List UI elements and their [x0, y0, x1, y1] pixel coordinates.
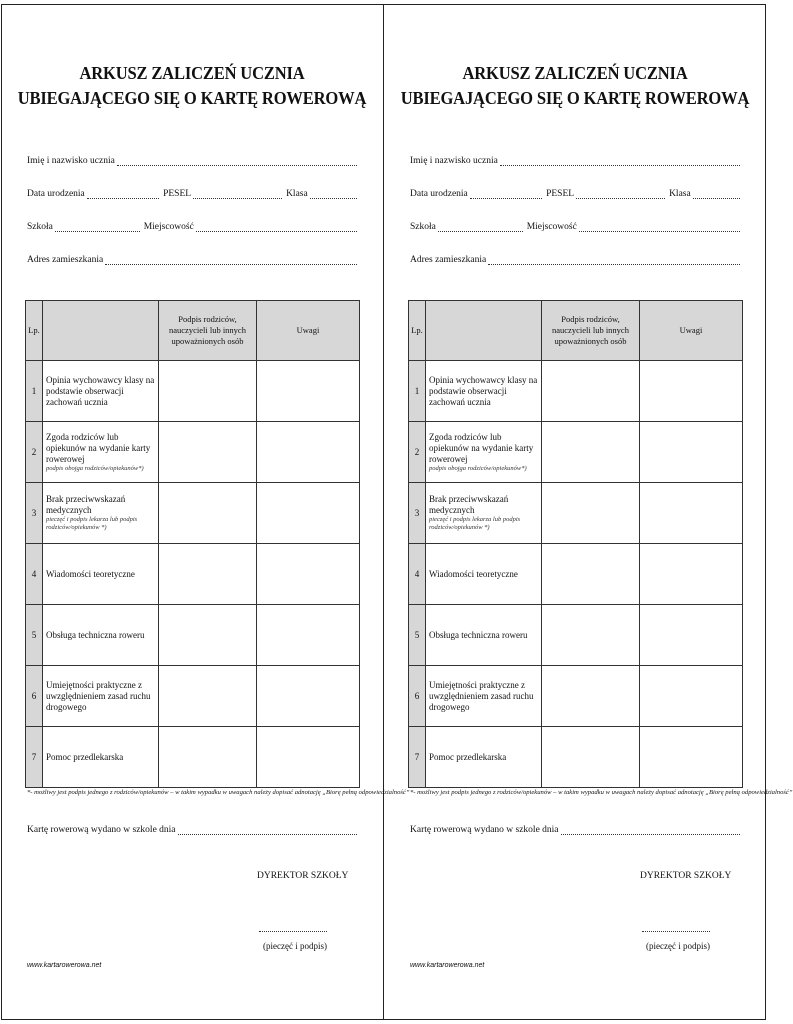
remarks-cell[interactable] [640, 605, 743, 666]
row-number: 3 [26, 483, 43, 544]
name-field[interactable] [410, 155, 740, 167]
issue-date-label: Kartę rowerową wydano w szkole dnia [27, 825, 176, 835]
row-text: Pomoc przedlekarska [46, 751, 124, 762]
row-description [43, 727, 159, 788]
row-description [426, 544, 542, 605]
signature-line[interactable] [259, 931, 327, 932]
row-number: 5 [409, 605, 426, 666]
header-desc [43, 301, 159, 361]
school-label: Szkoła [410, 222, 436, 232]
remarks-cell[interactable] [257, 605, 360, 666]
form-title-line2: UBIEGAJĄCEGO SIĘ O KARTĘ ROWEROWĄ [400, 88, 750, 108]
signature-cell[interactable] [159, 544, 257, 605]
row-description [426, 483, 542, 544]
row-description [426, 727, 542, 788]
row-number: 5 [26, 605, 43, 666]
row-text: Obsługa techniczna roweru [429, 629, 528, 640]
header-desc [426, 301, 542, 361]
town-label: Miejscowość [143, 222, 194, 232]
table-row [26, 544, 360, 605]
table-row [26, 361, 360, 422]
row-note: podpis obojga rodziców/opiekunów*) [46, 464, 144, 472]
issue-date-field[interactable] [27, 824, 357, 836]
row-number: 3 [409, 483, 426, 544]
remarks-cell[interactable] [640, 483, 743, 544]
form-title [16, 61, 367, 111]
remarks-cell[interactable] [257, 544, 360, 605]
remarks-cell[interactable] [640, 544, 743, 605]
row-number: 4 [409, 544, 426, 605]
signature-cell[interactable] [542, 605, 640, 666]
row-number: 6 [26, 666, 43, 727]
footnote: *- możliwy jest podpis jednego z rodziców/opiekunów – w takim wypadku w uwagach należy dopisać adnotację „Biorę pełną odpowiedzialność” [27, 789, 410, 796]
row-description [426, 422, 542, 483]
row-number: 1 [409, 361, 426, 422]
form-copy-right [384, 4, 793, 1020]
form-title-line2: UBIEGAJĄCEGO SIĘ O KARTĘ ROWEROWĄ [17, 88, 367, 108]
address-label: Adres zamieszkania [27, 255, 104, 265]
signature-cell[interactable] [542, 727, 640, 788]
school-town-row [410, 221, 740, 233]
name-field[interactable] [27, 155, 357, 167]
school-town-row [27, 221, 357, 233]
row-description [426, 605, 542, 666]
remarks-cell[interactable] [640, 666, 743, 727]
remarks-cell[interactable] [640, 727, 743, 788]
remarks-cell[interactable] [257, 727, 360, 788]
row-description [43, 666, 159, 727]
signature-line[interactable] [642, 931, 710, 932]
header-remarks: Uwagi [640, 301, 743, 361]
school-field[interactable] [438, 222, 523, 232]
pesel-label: PESEL [546, 189, 575, 199]
header-remarks: Uwagi [257, 301, 360, 361]
class-field[interactable] [310, 189, 357, 199]
signature-cell[interactable] [542, 361, 640, 422]
row-number: 2 [409, 422, 426, 483]
signature-cell[interactable] [159, 422, 257, 483]
row-note: pieczęć i podpis lekarza lub podpis rodziców/opiekunów *) [429, 516, 521, 531]
birth-date-label: Data urodzenia [410, 189, 468, 199]
row-text: Brak przeciwwskazań medycznych [429, 494, 509, 515]
header-signature: Podpis rodziców, nauczycieli lub innych upoważnionych osób [542, 301, 640, 361]
table-row [26, 727, 360, 788]
class-label: Klasa [669, 189, 691, 199]
table-row [26, 605, 360, 666]
row-number: 4 [26, 544, 43, 605]
table-row [409, 605, 743, 666]
row-number: 7 [26, 727, 43, 788]
pesel-field[interactable] [576, 189, 665, 199]
director-label: DYREKTOR SZKOŁY [640, 871, 732, 881]
table-row [26, 483, 360, 544]
row-text: Umiejętności praktyczne z uwzględnieniem zasad ruchu drogowego [429, 679, 534, 712]
signature-cell[interactable] [542, 483, 640, 544]
website-link[interactable]: www.kartarowerowa.net [27, 962, 102, 969]
table-row [409, 544, 743, 605]
website-link[interactable]: www.kartarowerowa.net [410, 962, 485, 969]
header-lp: Lp. [26, 301, 43, 361]
remarks-cell[interactable] [257, 483, 360, 544]
row-text: Wiadomości teoretyczne [46, 568, 135, 579]
row-number: 2 [26, 422, 43, 483]
name-label: Imię i nazwisko ucznia [27, 156, 115, 166]
table-row [409, 483, 743, 544]
issue-date-field[interactable] [410, 824, 740, 836]
birth-date-field[interactable] [87, 189, 159, 199]
footnote: *- możliwy jest podpis jednego z rodziców/opiekunów – w takim wypadku w uwagach należy dopisać adnotację „Biorę pełną odpowiedzialność” [410, 789, 793, 796]
row-text: Umiejętności praktyczne z uwzględnieniem zasad ruchu drogowego [46, 679, 151, 712]
row-number: 1 [26, 361, 43, 422]
row-description [426, 666, 542, 727]
table-row [409, 422, 743, 483]
remarks-cell[interactable] [257, 422, 360, 483]
name-label: Imię i nazwisko ucznia [410, 156, 498, 166]
remarks-cell[interactable] [640, 361, 743, 422]
row-description [43, 605, 159, 666]
form-title-line1: ARKUSZ ZALICZEŃ UCZNIA [462, 63, 688, 83]
row-text: Zgoda rodziców lub opiekunów na wydanie karty rowerowej [46, 431, 151, 464]
row-text: Zgoda rodziców lub opiekunów na wydanie karty rowerowej [429, 431, 534, 464]
school-field[interactable] [55, 222, 140, 232]
pesel-field[interactable] [193, 189, 282, 199]
row-number: 7 [409, 727, 426, 788]
class-label: Klasa [286, 189, 308, 199]
table-row [26, 666, 360, 727]
row-text: Opinia wychowawcy klasy na podstawie obserwacji zachowań ucznia [429, 374, 538, 407]
table-row [409, 727, 743, 788]
header-lp: Lp. [409, 301, 426, 361]
town-field[interactable] [579, 222, 740, 232]
issue-date-label: Kartę rowerową wydano w szkole dnia [410, 825, 559, 835]
row-number: 6 [409, 666, 426, 727]
signature-cell[interactable] [542, 666, 640, 727]
form-title-line1: ARKUSZ ZALICZEŃ UCZNIA [79, 63, 305, 83]
signature-cell[interactable] [542, 544, 640, 605]
stamp-label: (pieczęć i podpis) [646, 941, 710, 951]
town-label: Miejscowość [526, 222, 577, 232]
birth-pesel-class-row [27, 188, 357, 200]
table-header-row [26, 301, 360, 361]
signature-cell[interactable] [159, 666, 257, 727]
row-text: Wiadomości teoretyczne [429, 568, 518, 579]
row-text: Obsługa techniczna roweru [46, 629, 145, 640]
remarks-cell[interactable] [257, 666, 360, 727]
row-description [43, 544, 159, 605]
row-text: Pomoc przedlekarska [429, 751, 507, 762]
credits-table [408, 300, 743, 788]
stamp-label: (pieczęć i podpis) [263, 941, 327, 951]
table-row [26, 422, 360, 483]
signature-cell[interactable] [159, 483, 257, 544]
address-field[interactable] [410, 254, 740, 266]
form-title [399, 61, 750, 111]
form-copy-left [1, 4, 410, 1020]
table-row [409, 666, 743, 727]
signature-cell[interactable] [159, 361, 257, 422]
director-label: DYREKTOR SZKOŁY [257, 871, 349, 881]
table-row [409, 361, 743, 422]
town-field[interactable] [196, 222, 357, 232]
class-field[interactable] [693, 189, 740, 199]
row-note: pieczęć i podpis lekarza lub podpis rodziców/opiekunów *) [46, 516, 138, 531]
birth-pesel-class-row [410, 188, 740, 200]
birth-date-field[interactable] [470, 189, 542, 199]
credits-table [25, 300, 360, 788]
signature-cell[interactable] [159, 727, 257, 788]
row-description [43, 361, 159, 422]
signature-cell[interactable] [159, 605, 257, 666]
school-label: Szkoła [27, 222, 53, 232]
address-field[interactable] [27, 254, 357, 266]
remarks-cell[interactable] [257, 361, 360, 422]
address-label: Adres zamieszkania [410, 255, 487, 265]
birth-date-label: Data urodzenia [27, 189, 85, 199]
pesel-label: PESEL [163, 189, 192, 199]
signature-cell[interactable] [542, 422, 640, 483]
row-text: Brak przeciwwskazań medycznych [46, 494, 126, 515]
table-header-row [409, 301, 743, 361]
row-note: podpis obojga rodziców/opiekunów*) [429, 464, 527, 472]
row-description [426, 361, 542, 422]
header-signature: Podpis rodziców, nauczycieli lub innych upoważnionych osób [159, 301, 257, 361]
row-description [43, 422, 159, 483]
remarks-cell[interactable] [640, 422, 743, 483]
row-text: Opinia wychowawcy klasy na podstawie obserwacji zachowań ucznia [46, 374, 155, 407]
row-description [43, 483, 159, 544]
